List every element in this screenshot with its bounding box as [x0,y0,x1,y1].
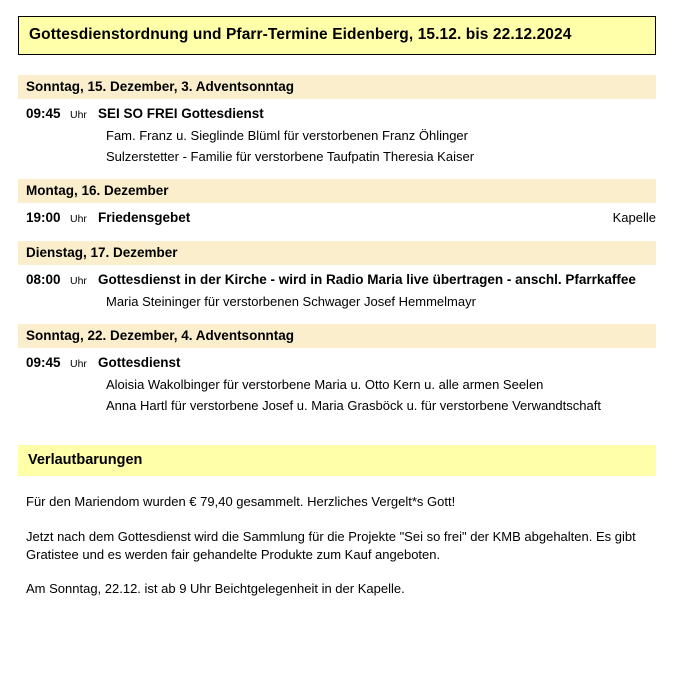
day-header: Sonntag, 15. Dezember, 3. Adventsonntag [18,75,656,99]
service-title: Gottesdienst [98,355,181,371]
day-header: Dienstag, 17. Dezember [18,241,656,265]
service-entry [18,348,656,414]
service-entry-main [18,105,656,123]
schedule-list [18,75,656,415]
service-entry-main [18,354,656,372]
service-time-unit: Uhr [70,275,87,288]
service-time-unit: Uhr [70,109,87,121]
service-time: 08:00 [26,272,61,288]
page-title: Gottesdienstordnung und Pfarr-Termine Eidenberg, 15.12. bis 22.12.2024 [29,26,572,43]
announcement-item: Am Sonntag, 22.12. ist ab 9 Uhr Beichtgelegenheit in der Kapelle. [26,581,405,597]
service-time: 19:00 [26,210,61,226]
service-title: Gottesdienst in der Kirche - wird in Radio Maria live übertragen - anschl. Pfarrkaffee [98,272,636,288]
service-detail: Aloisia Wakolbinger für verstorbene Maria u. Otto Kern u. alle armen Seelen [106,377,544,393]
service-detail: Anna Hartl für verstorbene Josef u. Maria Grasböck u. für verstorbene Verwandtschaft [106,398,601,414]
document-title-banner [18,16,656,55]
day-header: Montag, 16. Dezember [18,179,656,203]
service-entry [18,203,656,227]
announcements-header: Verlautbarungen [18,445,656,476]
service-detail-list [18,127,656,166]
service-entry [18,265,656,310]
service-time-unit: Uhr [70,358,87,371]
service-title: Friedensgebet [98,210,191,226]
service-entry-main [18,209,656,227]
service-time-unit: Uhr [70,213,87,226]
service-detail-list [18,376,656,415]
service-entry-main [18,271,656,289]
announcement-item: Für den Mariendom wurden € 79,40 gesammelt. Herzliches Vergelt*s Gott! [26,493,456,509]
service-detail: Sulzerstetter - Familie für verstorbene Taufpatin Theresia Kaiser [106,149,475,165]
service-title: SEI SO FREI Gottesdienst [98,106,264,121]
announcement-item: Jetzt nach dem Gottesdienst wird die Sammlung für die Projekte "Sei so frei" der KMB abgehalten. Es gibt Gratistee und es werden fair gehandelte Produkte zum Kauf angeboten. [26,528,636,562]
document-page [0,16,674,679]
service-entry [18,99,656,165]
day-header: Sonntag, 22. Dezember, 4. Adventsonntag [18,324,656,348]
service-time: 09:45 [26,355,61,371]
service-location: Kapelle [612,210,656,226]
service-detail-list [18,293,656,310]
service-time: 09:45 [26,106,61,121]
announcements-list [18,493,656,599]
service-detail: Maria Steininger für verstorbenen Schwager Josef Hemmelmayr [106,294,476,309]
service-detail: Fam. Franz u. Sieglinde Blüml für verstorbenen Franz Öhlinger [106,127,468,143]
